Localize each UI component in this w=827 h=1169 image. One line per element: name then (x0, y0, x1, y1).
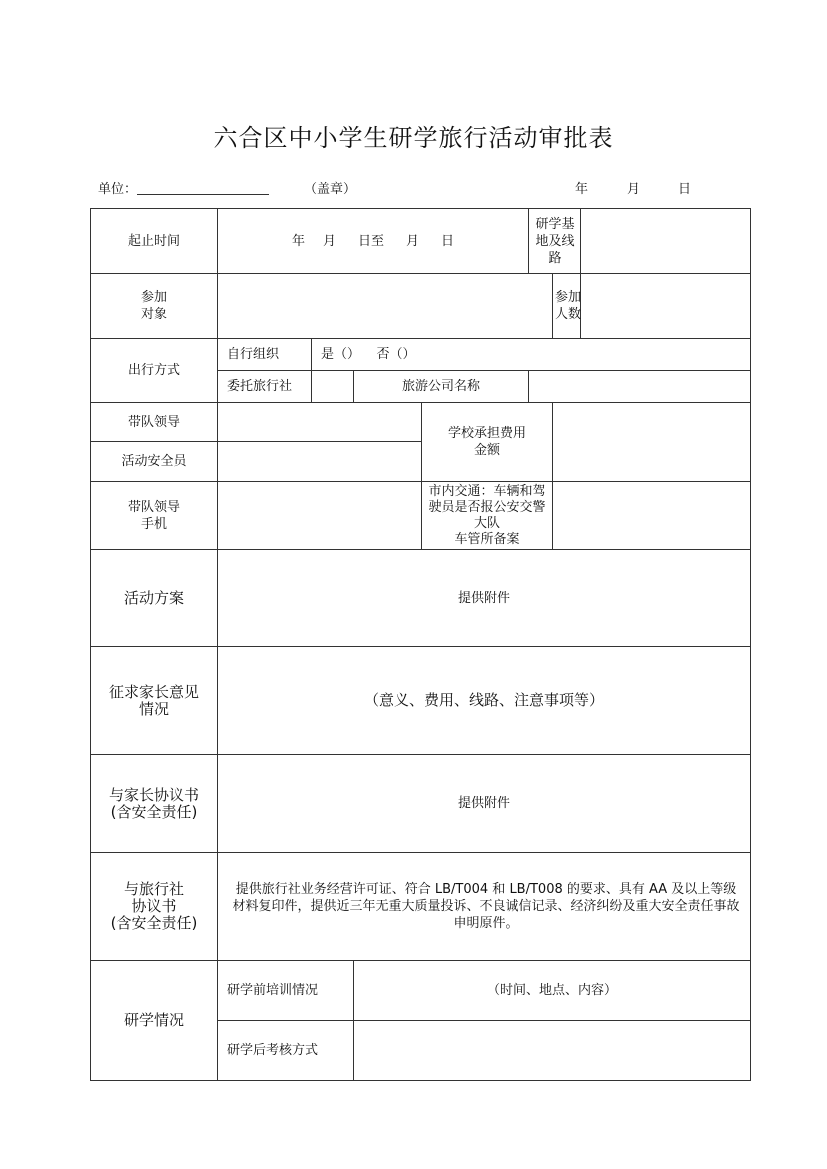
date-day: 日 (678, 182, 692, 197)
city-transport-label: 市内交通：车辆和驾驶员是否报公安交警大队 车管所备案 (422, 482, 553, 550)
travel-mode-label: 出行方式 (91, 339, 218, 403)
safety-officer-value[interactable] (218, 442, 422, 482)
pre-training-label: 研学前培训情况 (218, 961, 354, 1021)
period-value[interactable] (218, 209, 529, 274)
parent-agreement-value[interactable]: 提供附件 (218, 755, 751, 853)
period-month2: 月 (406, 233, 420, 249)
leader-label: 带队领导 (91, 403, 218, 442)
period-year: 年 (291, 233, 305, 249)
period-label: 起止时间 (91, 209, 218, 274)
row-parents-opinion (91, 647, 751, 755)
parents-opinion-label: 征求家长意见 情况 (91, 647, 218, 755)
plan-label: 活动方案 (91, 550, 218, 647)
self-org-choice[interactable]: 是（） 否（） (312, 339, 751, 371)
base-route-label: 研学基地及线路 (529, 209, 581, 274)
period-day2: 日 (441, 233, 455, 249)
date-year: 年 (575, 182, 589, 197)
leader-value[interactable] (218, 403, 422, 442)
count-value[interactable] (581, 274, 751, 339)
date-month: 月 (627, 182, 641, 197)
row-agency-agreement (91, 853, 751, 961)
period-month: 月 (323, 233, 337, 249)
post-assessment-label: 研学后考核方式 (218, 1021, 354, 1081)
period-day-to: 日至 (358, 233, 385, 249)
plan-value[interactable]: 提供附件 (218, 550, 751, 647)
parent-agreement-label: 与家长协议书 (含安全责任) (91, 755, 218, 853)
company-name-value[interactable] (529, 371, 751, 403)
agency-value[interactable] (312, 371, 354, 403)
row-plan (91, 550, 751, 647)
agency-agreement-value[interactable]: 提供旅行社业务经营许可证、符合 LB/T004 和 LB/T008 的要求、具有 AA 及以上等级材料复印件，提供近三年无重大质量投诉、不良诚信记录、经济纠纷及重大安全责任事故申明原件。 (218, 853, 751, 961)
base-route-value[interactable] (581, 209, 751, 274)
unit-label: 单位： (98, 182, 138, 197)
leader-phone-value[interactable] (218, 482, 422, 550)
parents-opinion-value[interactable]: （意义、费用、线路、注意事项等） (218, 647, 751, 755)
row-period (91, 209, 751, 274)
self-org-label: 自行组织 (218, 339, 312, 371)
page-title: 六合区中小学生研学旅行活动审批表 (213, 124, 614, 152)
participants-value[interactable] (218, 274, 553, 339)
row-leader-phone (91, 482, 751, 550)
unit-input-line[interactable] (137, 181, 269, 195)
school-fee-label: 学校承担费用 金额 (422, 403, 553, 482)
city-transport-value[interactable] (553, 482, 751, 550)
school-fee-value[interactable] (553, 403, 751, 482)
seal-label: （盖章） (304, 182, 357, 197)
row-pre-training (91, 961, 751, 1021)
row-participants (91, 274, 751, 339)
unit-field (98, 178, 269, 197)
agency-agreement-label: 与旅行社 协议书 (含安全责任) (91, 853, 218, 961)
agency-label: 委托旅行社 (218, 371, 312, 403)
approval-form-table (90, 208, 751, 1081)
study-label: 研学情况 (91, 961, 218, 1081)
company-name-label: 旅游公司名称 (354, 371, 529, 403)
post-assessment-value[interactable] (354, 1021, 751, 1081)
participants-label: 参加 对象 (91, 274, 218, 339)
safety-officer-label: 活动安全员 (91, 442, 218, 482)
pre-training-value[interactable]: （时间、地点、内容） (354, 961, 751, 1021)
row-self-org (91, 339, 751, 371)
count-label: 参加 人数 (553, 274, 581, 339)
row-leader (91, 403, 751, 442)
row-parent-agreement (91, 755, 751, 853)
leader-phone-label: 带队领导 手机 (91, 482, 218, 550)
